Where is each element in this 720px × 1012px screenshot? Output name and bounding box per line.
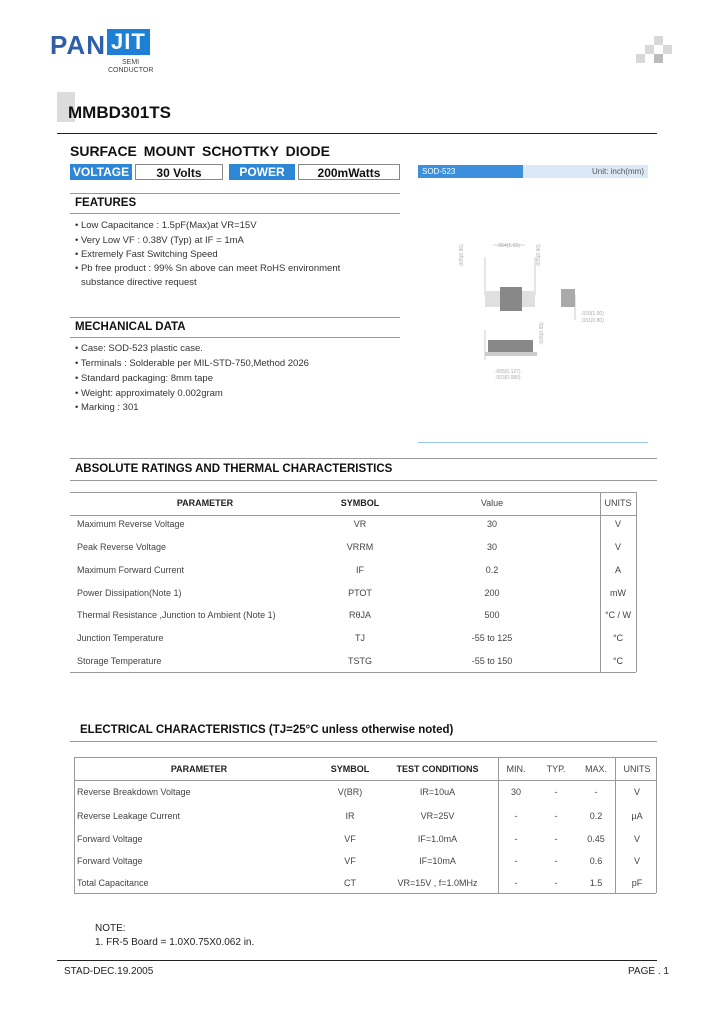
logo-pan: PAN [50,30,106,60]
mechanical-item-weight: • Weight: approximately 0.002gram [75,388,223,399]
abs-symbol: TJ [355,633,365,643]
absolute-divider [70,480,657,481]
elec-conditions: IF=1.0mA [417,834,458,844]
logo-subtitle [108,59,153,75]
mechanical-item-case: • Case: SOD-523 plastic case. [75,343,203,354]
note-heading: NOTE: [95,923,126,934]
abs-param: Peak Reverse Voltage [77,542,167,552]
abs-units: °C [612,656,624,666]
elec-max: 0.45 [587,834,605,844]
note-text: 1. FR-5 Board = 1.0X0.75X0.062 in. [95,937,255,948]
voltage-value: 30 Volts [135,164,223,180]
abs-value: -55 to 125 [471,633,513,643]
feature-item-vf: • Very Low VF : 0.38V (Typ) at IF = 1mA [75,235,244,246]
svg-text:.026(0.65): .026(0.65) [539,322,545,345]
elec-typ: - [554,811,558,821]
features-divider [70,213,400,214]
package-section-divider [418,442,648,443]
elec-max: 0.2 [589,811,603,821]
abs-units: mW [610,588,626,598]
svg-text:.035(0.90): .035(0.90) [459,244,465,267]
absolute-top-line [70,458,657,459]
abs-units: °C [612,633,624,643]
elec-conditions: IF=10mA [419,856,456,866]
elec-min: - [514,834,518,844]
abs-symbol: VRRM [346,542,374,552]
elec-typ: - [554,787,558,797]
abs-symbol: VR [353,519,367,529]
package-name: SOD-523 [418,165,523,178]
header-divider [57,133,657,134]
elec-header-conditions: TEST CONDITIONS [396,764,479,774]
power-value: 200mWatts [298,164,400,180]
mechanical-item-marking: • Marking : 301 [75,402,139,413]
elec-symbol: VF [344,834,356,844]
abs-units: V [614,519,621,529]
logo-subtitle-conductor: CONDUCTOR [108,67,154,74]
abs-value: -55 to 150 [471,656,513,666]
logo-jit: JIT [107,29,150,55]
elec-min: - [514,878,518,888]
elec-conditions: VR=25V [420,811,455,821]
elec-param: Reverse Breakdown Voltage [77,787,191,797]
abs-param: Maximum Forward Current [77,565,185,575]
power-label: POWER [229,164,295,180]
abs-param: Power Dissipation(Note 1) [77,588,182,598]
abs-value: 200 [484,588,500,598]
elec-symbol: V(BR) [337,787,363,797]
abs-value: 500 [484,610,500,620]
features-heading: FEATURES [75,197,137,209]
mechanical-divider [70,337,400,338]
elec-header-typ: TYP. [546,764,566,774]
elec-symbol: VF [344,856,356,866]
abs-param: Thermal Resistance ,Junction to Ambient (Note 1) [77,610,276,620]
abs-units: V [614,542,621,552]
elec-units: µA [631,811,643,821]
elec-max: 0.6 [589,856,603,866]
abs-symbol: PTOT [348,588,372,598]
footer-page: PAGE . 1 [628,966,669,977]
electrical-heading: ELECTRICAL CHARACTERISTICS (TJ=25°C unless otherwise noted) [80,724,454,736]
package-bar [418,165,648,178]
part-number: MMBD301TS [68,103,171,122]
absolute-header-symbol: SYMBOL [340,498,380,508]
abs-param: Storage Temperature [77,656,162,666]
elec-typ: - [554,856,558,866]
elec-units: pF [631,878,643,888]
elec-header-symbol: SYMBOL [330,764,370,774]
mechanical-item-terminals: • Terminals : Solderable per MIL-STD-750,Method 2026 [75,358,309,369]
svg-text:.039(1.00): .039(1.00) [581,311,604,317]
elec-typ: - [554,878,558,888]
voltage-label: VOLTAGE [70,164,132,180]
feature-item-switching: • Extremely Fast Switching Speed [75,249,218,260]
elec-typ: - [554,834,558,844]
abs-symbol: TSTG [348,656,372,666]
logo-subtitle-semi: SEMI [122,59,140,66]
abs-value: 30 [486,519,497,529]
abs-symbol: RθJA [348,610,371,620]
package-unit-note: Unit: inch(mm) [523,165,648,178]
page-title: SURFACE MOUNT SCHOTTKY DIODE [70,143,330,159]
absolute-header-parameter: PARAMETER [176,498,234,508]
elec-symbol: CT [344,878,356,888]
mechanical-item-packaging: • Standard packaging: 8mm tape [75,373,213,384]
electrical-divider [70,741,657,742]
abs-units: A [614,565,621,575]
abs-value: 0.2 [485,565,499,575]
elec-param: Forward Voltage [77,856,143,866]
elec-param: Forward Voltage [77,834,143,844]
elec-min: - [514,856,518,866]
elec-conditions: VR=15V , f=1.0MHz [397,878,478,888]
elec-param: Total Capacitance [77,878,149,888]
feature-item-pb-free: • Pb free product : 99% Sn above can meet RoHS environment [75,263,341,274]
elec-header-units: UNITS [623,764,651,774]
abs-param: Junction Temperature [77,633,164,643]
mechanical-top-line [70,317,400,318]
svg-text:.005(0.127): .005(0.127) [495,369,521,375]
elec-units: V [633,787,640,797]
package-outline-drawing [455,235,615,385]
abs-units: °C / W [604,610,632,620]
svg-text:.064(1.65): .064(1.65) [497,243,520,249]
svg-text:.035(0.90): .035(0.90) [536,244,542,267]
elec-max: 1.5 [589,878,603,888]
elec-units: V [633,834,640,844]
feature-item-capacitance: • Low Capacitance : 1.5pF(Max)at VR=15V [75,220,257,231]
mechanical-heading: MECHANICAL DATA [75,321,186,333]
absolute-header-units: UNITS [604,498,632,508]
elec-min: - [514,811,518,821]
elec-header-parameter: PARAMETER [170,764,228,774]
elec-param: Reverse Leakage Current [77,811,181,821]
absolute-heading: ABSOLUTE RATINGS AND THERMAL CHARACTERISTICS [75,463,393,475]
abs-param: Maximum Reverse Voltage [77,519,185,529]
svg-text:.003(0.080): .003(0.080) [495,375,521,381]
elec-min: 30 [510,787,521,797]
elec-units: V [633,856,640,866]
elec-max: - [594,787,598,797]
elec-symbol: IR [345,811,355,821]
elec-header-min: MIN. [506,764,526,774]
footer-date: STAD-DEC.19.2005 [64,966,154,977]
elec-header-max: MAX. [584,764,607,774]
absolute-header-value: Value [480,498,504,508]
features-top-line [70,193,400,194]
feature-item-rohs: substance directive request [81,277,197,288]
abs-symbol: IF [356,565,364,575]
svg-text:.031(0.80): .031(0.80) [581,318,604,324]
footer-divider [57,960,657,961]
abs-value: 30 [486,542,497,552]
elec-conditions: IR=10uA [419,787,456,797]
